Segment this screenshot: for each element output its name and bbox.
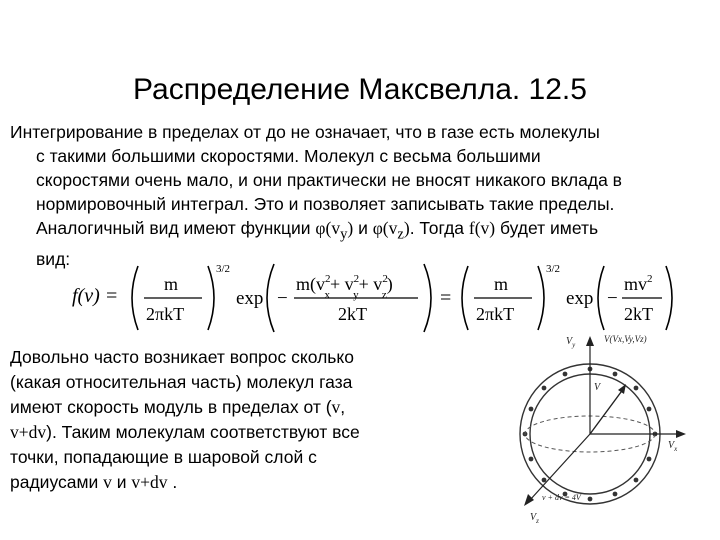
- right-paren: [424, 264, 431, 332]
- paragraph-line: [10, 470, 420, 495]
- right-paren: [538, 266, 544, 330]
- text-run: и: [111, 472, 132, 492]
- paragraph-line: [10, 395, 420, 420]
- paragraph-line: с такими большими скоростями. Молекул с весьма большими: [36, 146, 541, 166]
- subscript: x: [674, 445, 678, 453]
- text-run: ): [347, 218, 354, 238]
- paragraph-velocity-shell: [10, 345, 420, 495]
- exp-label: exp: [236, 288, 264, 309]
- text-run: φ(v: [315, 218, 341, 238]
- label-vector: [604, 334, 647, 344]
- text-run: + v: [358, 274, 383, 294]
- minus-sign: −: [607, 288, 618, 309]
- formula-lhs: f(v) =: [72, 285, 119, 307]
- paragraph-line: вид:: [36, 248, 71, 269]
- paragraph-line: Довольно часто возникает вопрос сколько: [10, 347, 354, 367]
- text-run: mv: [624, 274, 648, 294]
- left-paren: [462, 266, 468, 330]
- numerator-mid: [296, 273, 393, 301]
- arrowhead: [586, 336, 594, 346]
- text-run: радиусами: [10, 472, 104, 492]
- label-v: V: [594, 382, 601, 393]
- superscript: 2: [382, 273, 388, 285]
- phi-vy: [315, 218, 354, 243]
- exp-label: exp: [566, 288, 594, 309]
- text-run: m(v: [296, 274, 325, 294]
- paragraph-line: точки, попадающие в шаровой слой с: [10, 447, 317, 467]
- fraction-denominator: 2πkT: [476, 304, 515, 324]
- text-run: и: [353, 218, 373, 238]
- superscript: 2: [647, 273, 653, 285]
- label-vx: [668, 440, 678, 453]
- text-run: имеют скорость модуль в пределах от (: [10, 397, 332, 417]
- axis-vz: [530, 434, 590, 500]
- slide-title: Распределение Максвелла. 12.5: [133, 73, 587, 106]
- velocity-symbol: v+dv: [10, 422, 47, 442]
- text-run: V: [668, 440, 675, 451]
- subscript: z: [397, 226, 404, 243]
- text-run: ,: [340, 397, 346, 417]
- paragraph-line: Интегрирование в пределах от до не означает, что в газе есть молекулы: [10, 122, 600, 142]
- text-run: + v: [330, 274, 354, 294]
- fraction-numerator: [624, 273, 653, 294]
- fraction-denominator: 2kT: [624, 304, 653, 324]
- text-run: ): [386, 274, 393, 294]
- text-run: V(V: [604, 334, 618, 344]
- equals-sign: =: [440, 287, 452, 309]
- subscript: y: [340, 226, 348, 243]
- paragraph-line: (какая относительная часть) молекул газа: [10, 372, 353, 392]
- text-run: будет иметь: [495, 218, 599, 238]
- power-label: 3/2: [546, 263, 561, 275]
- text-run: . Тогда: [409, 218, 469, 238]
- fraction-numerator: m: [494, 274, 509, 294]
- velocity-symbol: v: [331, 397, 341, 417]
- superscript: 2: [325, 273, 331, 285]
- superscript: 2: [353, 273, 360, 285]
- arrowhead: [676, 430, 686, 438]
- label-vz: [530, 512, 539, 525]
- f-of-v: f(v): [468, 218, 496, 238]
- velocity-vector: [590, 388, 624, 434]
- subscript: z: [381, 289, 387, 301]
- minus-sign: −: [277, 288, 288, 309]
- paragraph-integration: [10, 120, 710, 271]
- power-label: 3/2: [216, 263, 231, 275]
- right-paren: [666, 266, 672, 330]
- right-paren: [208, 266, 214, 330]
- text-run: V: [530, 512, 537, 523]
- velocity-sphere-diagram: [508, 328, 698, 528]
- subscript: x: [324, 289, 330, 301]
- arrowhead: [618, 384, 626, 394]
- paragraph-line: [10, 216, 710, 247]
- left-paren: [598, 266, 604, 330]
- arrowhead: [524, 494, 534, 506]
- fraction-denominator: 2πkT: [146, 304, 185, 324]
- subscript: z: [536, 517, 539, 525]
- maxwell-formula: [72, 262, 672, 334]
- text-run: φ(v: [372, 218, 398, 238]
- label-vy: [566, 336, 576, 349]
- fraction-denominator: 2kT: [338, 304, 367, 324]
- text-run: x,Vy,Vz): [618, 334, 647, 344]
- subscript: y: [353, 289, 359, 301]
- paragraph-line: [10, 420, 420, 445]
- text-run: V: [566, 336, 573, 347]
- paragraph-line: нормировочный интеграл. Это и позволяет записывать такие пределы.: [36, 194, 615, 214]
- subscript: y: [572, 341, 576, 349]
- velocity-symbol: v: [103, 472, 112, 492]
- text-run: ): [403, 218, 410, 238]
- text-run: Аналогичный вид имеют функции: [36, 218, 316, 238]
- phi-vz: [372, 218, 410, 243]
- left-paren: [267, 264, 274, 332]
- label-dv: v + dv = 4V: [542, 493, 581, 502]
- left-paren: [132, 266, 138, 330]
- fraction-numerator: m: [164, 274, 179, 294]
- text-run: ). Таким молекулам соответствуют все: [46, 422, 360, 442]
- velocity-symbol: v+dv: [131, 472, 168, 492]
- text-run: .: [167, 472, 178, 492]
- paragraph-line: скоростями очень мало, и они практически не вносят никакого вклада в: [36, 170, 622, 190]
